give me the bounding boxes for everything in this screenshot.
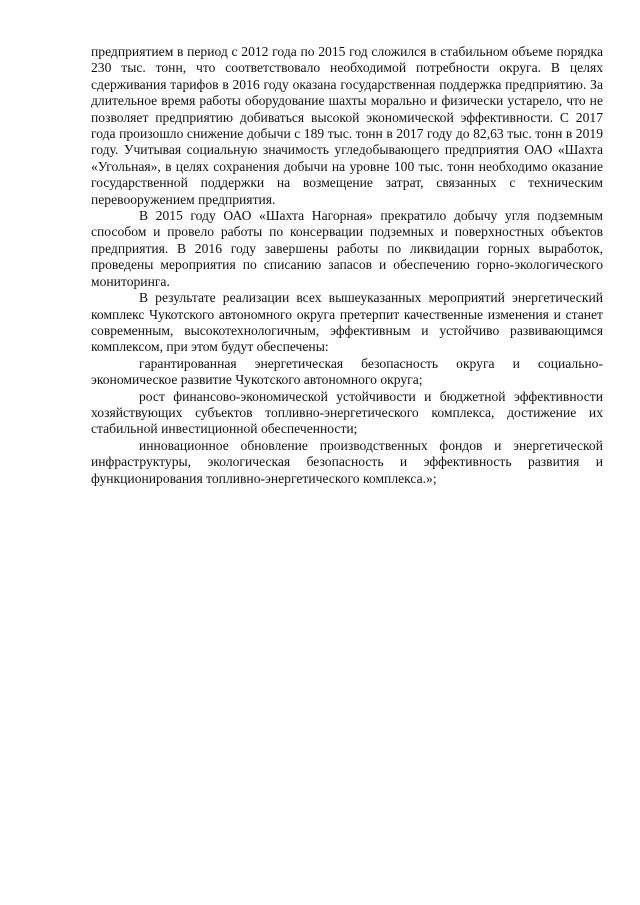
- paragraph-results-intro: В результате реализации всех вышеуказанных мероприятий энергетический комплекс Чукотского автономного округа претерпит качественные изменения и станет современным, высокотехнологичным, эффективным и устойчиво развивающимся комплексом, при этом будут обеспечены:: [91, 290, 603, 355]
- paragraph-coal-mine-ugolnaya: предприятием в период с 2012 года по 2015 год сложился в стабильном объеме порядка 230 тыс. тонн, что соответствовало необходимой потребности округа. В целях сдерживания тарифов в 2016 году оказана государственная поддержка предприятию. За длительное время работы оборудование шахты морально и физически устарело, что не позволяет предприятию добиваться высокой экономической эффективности. С 2017 года произошло снижение добычи с 189 тыс. тонн в 2017 году до 82,63 тыс. тонн в 2019 году. Учитывая социальную значимость угледобывающего предприятия ОАО «Шахта «Угольная», в целях сохранения добычи на уровне 100 тыс. тонн необходимо оказание государственной поддержки на возмещение затрат, связанных с техническим перевооружением предприятия.: [91, 44, 603, 207]
- list-item-innovation-renewal: инновационное обновление производственных фондов и энергетической инфраструктуры, экологическая безопасность и эффективность развития и функционирования топливно-энергетического комплекса.»;: [91, 437, 603, 486]
- document-body: [91, 44, 603, 487]
- list-item-financial-stability: рост финансово-экономической устойчивости и бюджетной эффективности хозяйствующих субъектов топливно-энергетического комплекса, достижение их стабильной инвестиционной обеспеченности;: [91, 388, 603, 437]
- list-item-energy-security: гарантированная энергетическая безопасность округа и социально-экономическое развитие Чукотского автономного округа;: [91, 355, 603, 388]
- paragraph-coal-mine-nagornaya: В 2015 году ОАО «Шахта Нагорная» прекратило добычу угля подземным способом и провело работы по консервации подземных и поверхностных объектов предприятия. В 2016 году завершены работы по ликвидации горных выработок, проведены мероприятия по списанию запасов и обеспечению горно-экологического мониторинга.: [91, 208, 603, 289]
